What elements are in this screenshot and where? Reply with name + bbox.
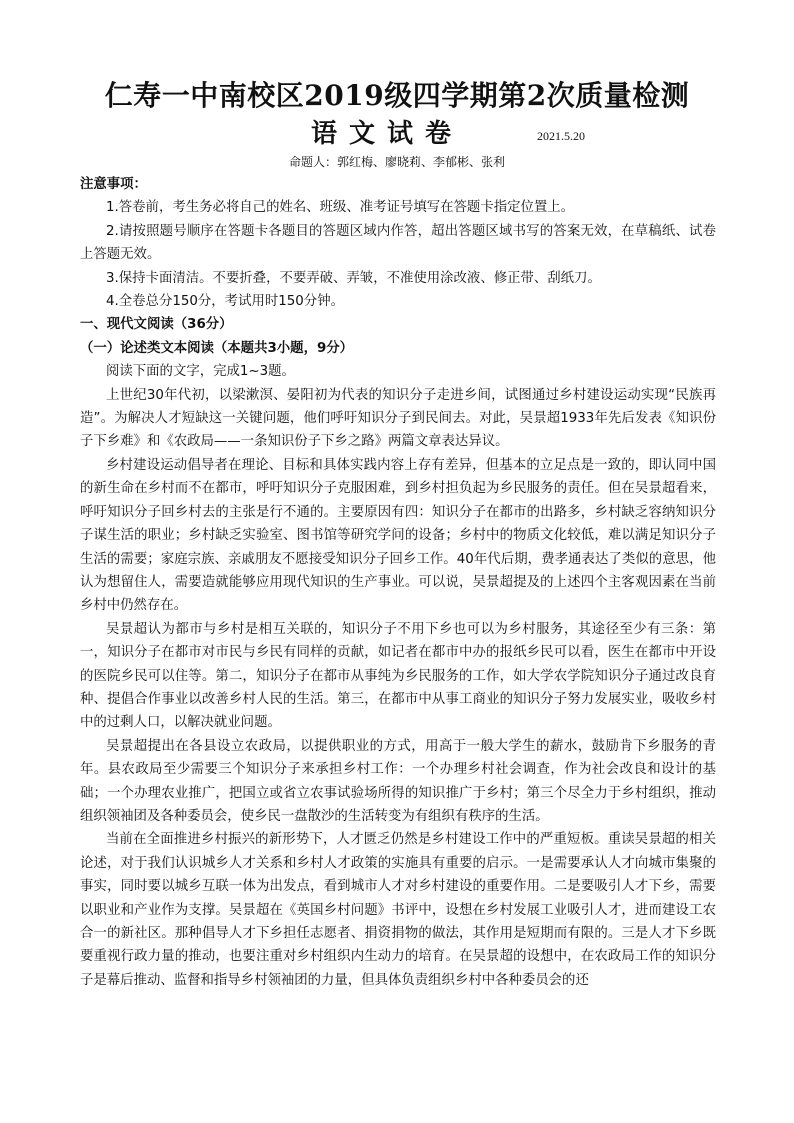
passage-paragraph-4: 吴景超提出在各县设立农政局，以提供职业的方式，用高于一般大学生的薪水，鼓励肯下乡服务的青年。县农政局至少需要三个知识分子来承担乡村工作：一个办理乡村社会调查，作为社会改良和设计的基础；一个办理农业推广，把国立或省立农事试验场所得的知识推广于乡村；第三个尽全力于乡村组织，推动组织领袖团及各种委员会，使乡民一盘散沙的生活转变为有组织有秩序的生活。 [80, 738, 716, 824]
exam-date: 2021.5.20 [537, 129, 585, 143]
reading-instruction: 阅读下面的文字，完成1~3题。 [106, 364, 295, 380]
exam-subtitle: 语文试卷 [311, 119, 464, 149]
exam-authors: 命题人：郭红梅、廖晓莉、李郁彬、张利 [288, 155, 505, 169]
note-item-2: 2.请按照题号顺序在答题卡各题目的答题区域内作答，超出答题区域书写的答案无效，在草稿纸、试卷上答题无效。 [80, 223, 716, 263]
note-item-3: 3.保持卡面清洁。不要折叠，不要弄破、弄皱，不准使用涂改液、修正带、刮纸刀。 [106, 270, 601, 286]
subtitle-row [0, 118, 794, 152]
exam-title: 仁寿一中南校区2019级四学期第2次质量检测 [104, 79, 690, 112]
note-item-4: 4.全卷总分150分，考试用时150分钟。 [106, 294, 344, 310]
passage-paragraph-1: 上世纪30年代初，以梁漱溟、晏阳初为代表的知识分子走进乡间，试图通过乡村建设运动实现“民族再造”。为解决人才短缺这一关键问题，他们呼吁知识分子到民间去。对此，吴景超1933年先后发表《知识份子下乡难》和《农政局——一条知识份子下乡之路》两篇文章表达异议。 [80, 387, 716, 450]
passage-paragraph-2: 乡村建设运动倡导者在理论、目标和具体实践内容上存有差异，但基本的立足点是一致的，即认同中国的新生命在乡村而不在都市，呼吁知识分子克服困难，到乡村担负起为乡民服务的责任。但在吴景超看来，呼吁知识分子回乡村去的主张是行不通的。主要原因有四：知识分子在都市的出路多，乡村缺乏容纳知识分子谋生活的职业；乡村缺乏实验室、图书馆等研究学问的设备；乡村中的物质文化较低，难以满足知识分子生活的需要；家庭宗族、亲戚朋友不愿接受知识分子回乡工作。40年代后期，费孝通表达了类似的意思，他认为想留住人，需要造就能够应用现代知识的生产事业。可以说，吴景超提及的上述四个主客观因素在当前乡村中仍然存在。 [80, 457, 716, 614]
exam-content [80, 173, 716, 992]
note-item-1: 1.答卷前，考生务必将自己的姓名、班级、准考证号填写在答题卡指定位置上。 [106, 200, 575, 216]
section-heading: 一、现代文阅读（36分） [80, 317, 233, 333]
passage-paragraph-3: 吴景超认为都市与乡村是相互关联的，知识分子不用下乡也可以为乡村服务，其途径至少有三条：第一，知识分子在都市对市民与乡民有同样的贡献，如记者在都市中办的报纸乡民可以看，医生在都市中开设的医院乡民可以住等。第二，知识分子在都市从事纯为乡民服务的工作，如大学农学院知识分子通过改良育种、提倡合作事业以改善乡村人民的生活。第三，在都市中从事工商业的知识分子努力发展实业，吸收乡村中的过剩人口，以解决就业问题。 [80, 621, 716, 731]
notes-heading: 注意事项： [80, 177, 147, 192]
section-subheading: （一）论述类文本阅读（本题共3小题，9分） [80, 340, 354, 356]
passage-paragraph-5: 当前在全面推进乡村振兴的新形势下，人才匮乏仍然是乡村建设工作中的严重短板。重读吴景超的相关论述，对于我们认识城乡人才关系和乡村人才政策的实施具有重要的启示。一是需要承认人才向城市集聚的事实，同时要以城乡互联一体为出发点，看到城市人才对乡村建设的重要作用。二是要吸引人才下乡，需要以职业和产业作为支撑。吴景超在《英国乡村问题》书评中，设想在乡村发展工业吸引人才，进而建设工农合一的新社区。那种倡导人才下乡担任志愿者、捐资捐物的做法，其作用是短期而有限的。三是人才下乡既要重视行政力量的推动，也要注重对乡村组织内生动力的培育。在吴景超的设想中，在农政局工作的知识分子是幕后推动、监督和指导乡村领袖团的力量，但具体负责组织乡村中各种委员会的还 [80, 832, 716, 988]
